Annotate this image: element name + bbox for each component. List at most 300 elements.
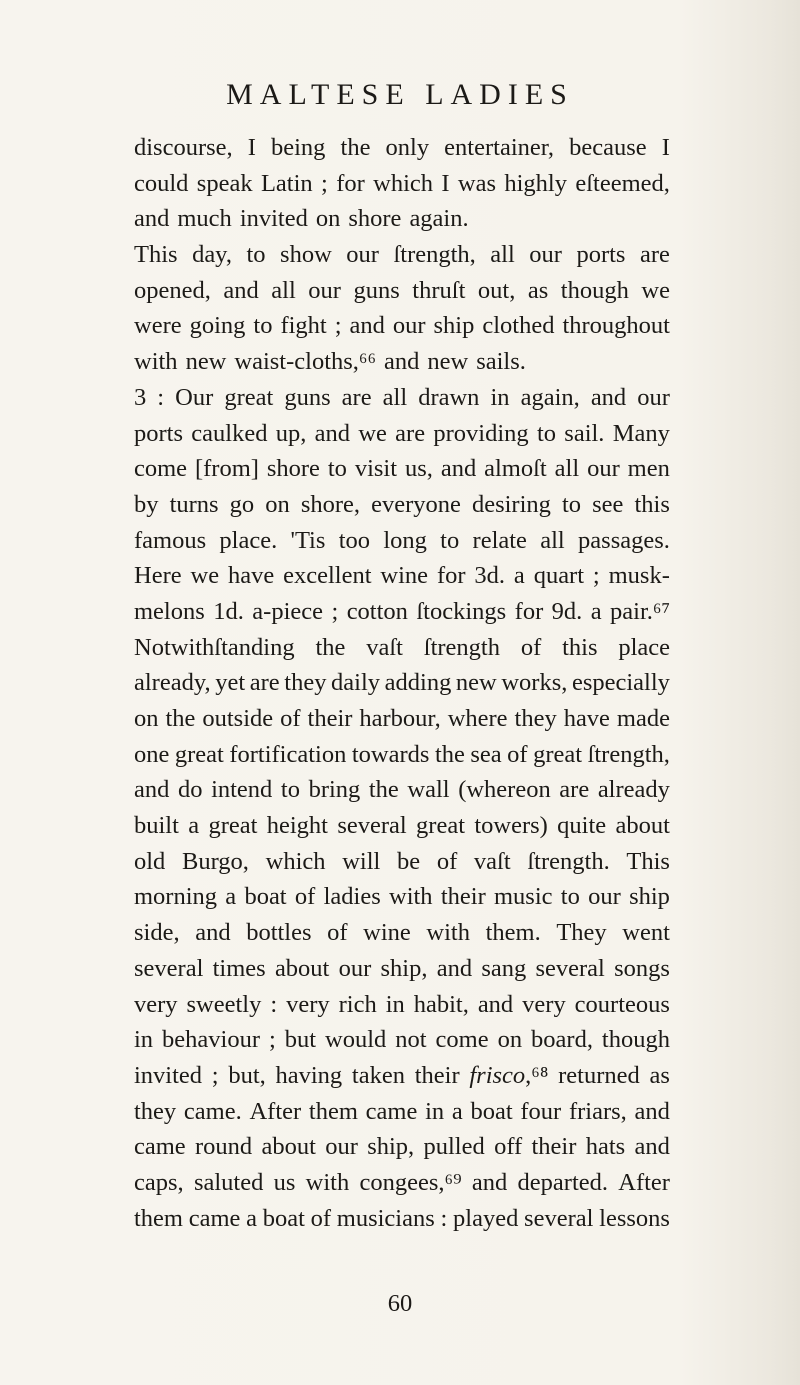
text-line <box>134 487 670 523</box>
word: shore, <box>300 490 361 518</box>
word: musk- <box>608 562 670 590</box>
word: us <box>273 1168 296 1196</box>
word: and <box>590 383 627 411</box>
word: on <box>134 705 159 732</box>
word: already, <box>134 669 211 697</box>
word: they <box>514 705 557 732</box>
text-line <box>134 879 670 915</box>
word: board, <box>531 1026 593 1054</box>
word: great <box>174 740 224 768</box>
word: fight <box>280 312 327 340</box>
word: very <box>134 990 178 1018</box>
word: boat <box>262 1204 305 1232</box>
word: providing <box>433 419 529 447</box>
word: After <box>249 1097 302 1125</box>
word: place <box>618 633 670 661</box>
word: only <box>385 134 430 161</box>
text-line <box>134 1165 670 1201</box>
word: musicians <box>336 1204 435 1232</box>
word: were <box>134 312 182 340</box>
word: them. <box>485 919 541 947</box>
word: melons <box>134 597 205 625</box>
word: for <box>436 562 466 590</box>
word: but <box>284 1026 317 1054</box>
word: are <box>395 419 426 447</box>
word: : <box>270 990 278 1018</box>
word: invited <box>239 205 308 233</box>
word: I <box>441 169 450 197</box>
word: all <box>490 241 515 269</box>
word: : <box>157 383 165 411</box>
word: courteous <box>574 990 670 1018</box>
word: are <box>341 383 372 411</box>
word: and <box>223 276 259 304</box>
word: caulked <box>191 419 268 447</box>
word: daily <box>331 669 381 697</box>
text-line <box>134 1022 670 1058</box>
word: for <box>336 169 365 197</box>
word: this <box>562 633 598 661</box>
word: went <box>622 919 670 947</box>
word: and <box>634 1097 670 1125</box>
word: great <box>208 812 258 840</box>
word: and <box>634 1133 670 1161</box>
word: taken <box>351 1061 405 1089</box>
word: great <box>533 740 583 768</box>
word: old <box>134 847 166 875</box>
word: caps, <box>134 1168 184 1196</box>
word: wine <box>380 562 429 590</box>
text-line <box>134 308 670 344</box>
word: of <box>280 705 301 732</box>
word: could <box>134 169 189 197</box>
word: friars, <box>568 1097 627 1125</box>
word: and <box>195 919 231 947</box>
word: sang <box>481 954 527 982</box>
word: pair.⁶⁷ <box>610 597 670 625</box>
word: see <box>592 490 624 518</box>
word: almoſt <box>484 455 547 483</box>
word: of <box>507 740 528 768</box>
word: ſtrength, <box>587 740 670 768</box>
word: our <box>529 241 562 269</box>
word: shore <box>348 205 402 233</box>
word: on <box>315 205 341 233</box>
word: vaſt <box>473 847 511 875</box>
word: Here <box>134 562 182 590</box>
word: too <box>338 526 371 554</box>
word: ſtrength, <box>393 241 476 269</box>
word: have <box>227 562 275 590</box>
word: Notwithſtanding <box>134 633 295 661</box>
word: (whereon <box>458 776 551 804</box>
word: famous <box>134 526 207 554</box>
text-line <box>134 166 670 202</box>
word: one <box>134 740 170 768</box>
text-line <box>134 987 670 1023</box>
word: [from] <box>194 455 259 483</box>
word: our <box>637 383 670 411</box>
text-line <box>134 380 670 416</box>
word: and <box>349 312 385 340</box>
word: sea <box>470 740 502 768</box>
word: visit <box>354 455 398 483</box>
word: wine <box>363 919 411 947</box>
text-line <box>134 1058 670 1094</box>
word: height <box>266 812 328 840</box>
word: ship, <box>367 1133 415 1161</box>
word: men <box>627 455 670 483</box>
word: ; <box>592 562 600 590</box>
word: much <box>177 205 232 233</box>
word: not <box>395 1026 427 1054</box>
text-line <box>134 237 670 273</box>
word: Latin <box>260 169 313 197</box>
text-line <box>134 951 670 987</box>
word: pulled <box>423 1133 485 1161</box>
word: about <box>261 1133 316 1161</box>
word: vaſt <box>366 633 403 661</box>
word: lessons <box>599 1204 670 1232</box>
word: came. <box>183 1097 242 1125</box>
word: Burgo, <box>182 847 249 875</box>
word: several <box>524 1204 594 1232</box>
word: going <box>189 312 246 340</box>
word: and <box>134 205 170 233</box>
word: about <box>274 954 330 982</box>
word: the <box>165 705 196 732</box>
word: several <box>535 954 605 982</box>
word: waist-cloths,⁶⁶ <box>234 348 376 376</box>
word: on <box>265 490 290 518</box>
word: highly <box>504 169 567 197</box>
word: cotton <box>346 597 408 625</box>
word: drawn <box>418 383 480 411</box>
word: where <box>447 705 508 732</box>
text-line <box>134 808 670 844</box>
word: guns <box>284 383 331 411</box>
text-line <box>134 130 670 166</box>
word: as <box>649 1061 670 1089</box>
text-line <box>134 344 670 380</box>
word: come <box>134 455 188 483</box>
word: very <box>522 990 566 1018</box>
word: quite <box>557 812 607 840</box>
word: ports <box>134 419 183 447</box>
word: and <box>314 419 351 447</box>
word: off <box>494 1133 523 1161</box>
word: fortification <box>229 740 347 768</box>
word: quart <box>533 562 585 590</box>
word: a <box>451 1097 463 1125</box>
word: and <box>477 990 514 1018</box>
word: morning <box>134 883 218 911</box>
word: as <box>527 276 549 304</box>
word: out, <box>477 276 516 304</box>
word: their <box>414 1061 460 1089</box>
word: behaviour <box>162 1026 260 1054</box>
word: rich <box>338 990 377 1018</box>
word: are <box>559 776 590 804</box>
word: because <box>569 134 647 161</box>
word: them <box>134 1204 183 1232</box>
text-line <box>134 915 670 951</box>
word: This <box>626 847 670 875</box>
text-line <box>134 737 670 773</box>
word: harbour, <box>359 705 441 732</box>
word: of <box>520 633 542 661</box>
word: passages. <box>578 526 670 554</box>
word: departed. <box>517 1168 608 1196</box>
word: ; <box>321 169 328 197</box>
word: outside <box>202 705 274 732</box>
word: our <box>308 276 341 304</box>
word: which <box>265 847 326 875</box>
word: new <box>427 348 469 376</box>
word: all <box>382 383 408 411</box>
word: a-piece <box>252 597 323 625</box>
word: all <box>540 526 565 554</box>
word: bottles <box>246 919 312 947</box>
word: towers) <box>474 812 548 840</box>
word: their <box>440 883 486 911</box>
word: towards <box>351 740 430 768</box>
word: 3d. <box>474 562 506 590</box>
word: turns <box>169 490 219 518</box>
word: with <box>305 1168 350 1196</box>
word: being <box>271 134 326 161</box>
word: invited <box>134 1061 203 1089</box>
word: This <box>134 241 178 269</box>
word: new <box>455 669 497 697</box>
word: again. <box>409 205 469 233</box>
word: Many <box>612 419 670 447</box>
word: 9d. <box>551 597 583 625</box>
word: played <box>453 1204 519 1232</box>
word: would <box>325 1026 387 1054</box>
word: to <box>327 455 347 483</box>
word: four <box>520 1097 562 1125</box>
word: which <box>373 169 434 197</box>
word: and <box>134 776 170 804</box>
word: by <box>134 490 159 518</box>
word: ship <box>629 883 670 911</box>
word: of <box>310 1204 332 1232</box>
word: ladies <box>323 883 381 911</box>
word: everyone <box>371 490 461 518</box>
word: go <box>229 490 255 518</box>
word: the <box>434 740 465 768</box>
word: entertainer, <box>444 134 555 161</box>
word: the <box>340 134 371 161</box>
text-line <box>134 451 670 487</box>
word: and <box>384 348 420 376</box>
word: I <box>247 134 256 161</box>
word: our <box>338 954 372 982</box>
word: a <box>225 883 237 911</box>
text-line <box>134 1129 670 1165</box>
word: : <box>440 1204 448 1232</box>
word: to <box>561 490 582 518</box>
word: a <box>513 562 525 590</box>
word: After <box>618 1168 670 1196</box>
word: we <box>641 276 670 304</box>
word: was <box>457 169 497 197</box>
word: our <box>588 883 621 911</box>
text-line <box>134 273 670 309</box>
word: bring <box>308 776 361 804</box>
word: having <box>275 1061 343 1089</box>
word: our <box>325 1133 358 1161</box>
word: the <box>315 633 346 661</box>
word: the <box>368 776 399 804</box>
word: will <box>342 847 381 875</box>
text-line <box>134 772 670 808</box>
word: our <box>392 312 426 340</box>
word: sails. <box>476 348 526 376</box>
word: have <box>563 705 610 732</box>
word: ship, <box>380 954 428 982</box>
word: habit, <box>413 990 469 1018</box>
word: to <box>253 312 273 340</box>
text-line <box>134 844 670 880</box>
word: frisco,⁶⁸ <box>469 1061 549 1089</box>
word: in <box>490 383 510 411</box>
word: adding <box>384 669 452 697</box>
word: with <box>426 919 470 947</box>
word: come <box>435 1026 489 1054</box>
word: of <box>327 919 348 947</box>
word: ſtockings <box>416 597 507 625</box>
word: music <box>494 883 553 911</box>
word: several <box>134 954 204 982</box>
word: came <box>188 1204 241 1232</box>
word: though <box>601 1026 670 1054</box>
word: sweetly <box>186 990 262 1018</box>
text-line <box>134 558 670 594</box>
word: wall <box>407 776 450 804</box>
word: to <box>536 419 556 447</box>
word: to <box>440 526 460 554</box>
word: in <box>385 990 405 1018</box>
word: came <box>365 1097 418 1125</box>
word: a <box>246 1204 257 1232</box>
text-line <box>134 416 670 452</box>
word: returned <box>558 1061 640 1089</box>
word: all <box>271 276 296 304</box>
word: came <box>134 1133 186 1161</box>
word: on <box>497 1026 523 1054</box>
text-line <box>134 665 670 701</box>
running-head: MALTESE LADIES <box>226 78 574 111</box>
word: show <box>280 241 332 269</box>
word: are <box>249 669 280 697</box>
word: to <box>246 241 266 269</box>
word: but, <box>228 1061 266 1089</box>
word: 'Tis <box>290 526 326 554</box>
word: us, <box>404 455 433 483</box>
word: discourse, <box>134 134 233 161</box>
body-text <box>134 130 670 1236</box>
word: new <box>185 348 227 376</box>
word: opened, <box>134 276 211 304</box>
word: great <box>224 383 274 411</box>
word: about <box>615 812 670 840</box>
word: speak <box>196 169 253 197</box>
word: place. <box>219 526 278 554</box>
word: though <box>560 276 629 304</box>
word: guns <box>353 276 400 304</box>
word: works, <box>501 669 568 697</box>
word: congees,⁶⁹ <box>359 1168 462 1196</box>
word: ; <box>211 1061 219 1089</box>
word: side, <box>134 919 180 947</box>
word: 3 <box>134 383 147 411</box>
word: do <box>177 776 203 804</box>
word: ; <box>331 597 339 625</box>
text-line <box>134 1094 670 1130</box>
word: relate <box>472 526 527 554</box>
word: are <box>639 241 670 269</box>
word: ; <box>334 312 342 340</box>
word: ports <box>576 241 626 269</box>
word: great <box>416 812 465 840</box>
word: thruſt <box>412 276 466 304</box>
word: ſtrength. <box>527 847 610 875</box>
word: our <box>587 455 620 483</box>
word: throughout <box>562 312 670 340</box>
word: again, <box>520 383 580 411</box>
word: all <box>554 455 580 483</box>
word: times <box>212 954 266 982</box>
word: their <box>307 705 353 732</box>
word: and <box>440 455 477 483</box>
word: built <box>134 812 179 840</box>
word: to <box>280 776 300 804</box>
word: ship <box>433 312 475 340</box>
word: with <box>389 883 433 911</box>
word: clothed <box>482 312 555 340</box>
word: and <box>471 1168 508 1196</box>
word: sail. <box>564 419 605 447</box>
text-line <box>134 630 670 666</box>
word: made <box>616 705 670 732</box>
word: a <box>188 812 200 840</box>
text-line <box>134 523 670 559</box>
text-line <box>134 701 670 737</box>
word: intend <box>211 776 273 804</box>
word: eſteemed, <box>575 169 670 197</box>
word: a <box>590 597 602 625</box>
word: saluted <box>193 1168 264 1196</box>
word: and <box>436 954 473 982</box>
word: already <box>597 776 670 804</box>
word: up, <box>275 419 307 447</box>
text-line <box>134 201 670 237</box>
word: them <box>308 1097 358 1125</box>
word: be <box>397 847 421 875</box>
word: their <box>531 1133 577 1161</box>
word: to <box>560 883 580 911</box>
word: hats <box>585 1133 626 1161</box>
word: ſtrength <box>423 633 500 661</box>
word: for <box>514 597 544 625</box>
word: long <box>383 526 427 554</box>
word: especially <box>571 669 670 697</box>
word: 1d. <box>213 597 244 625</box>
word: Our <box>175 383 214 411</box>
word: in <box>425 1097 445 1125</box>
